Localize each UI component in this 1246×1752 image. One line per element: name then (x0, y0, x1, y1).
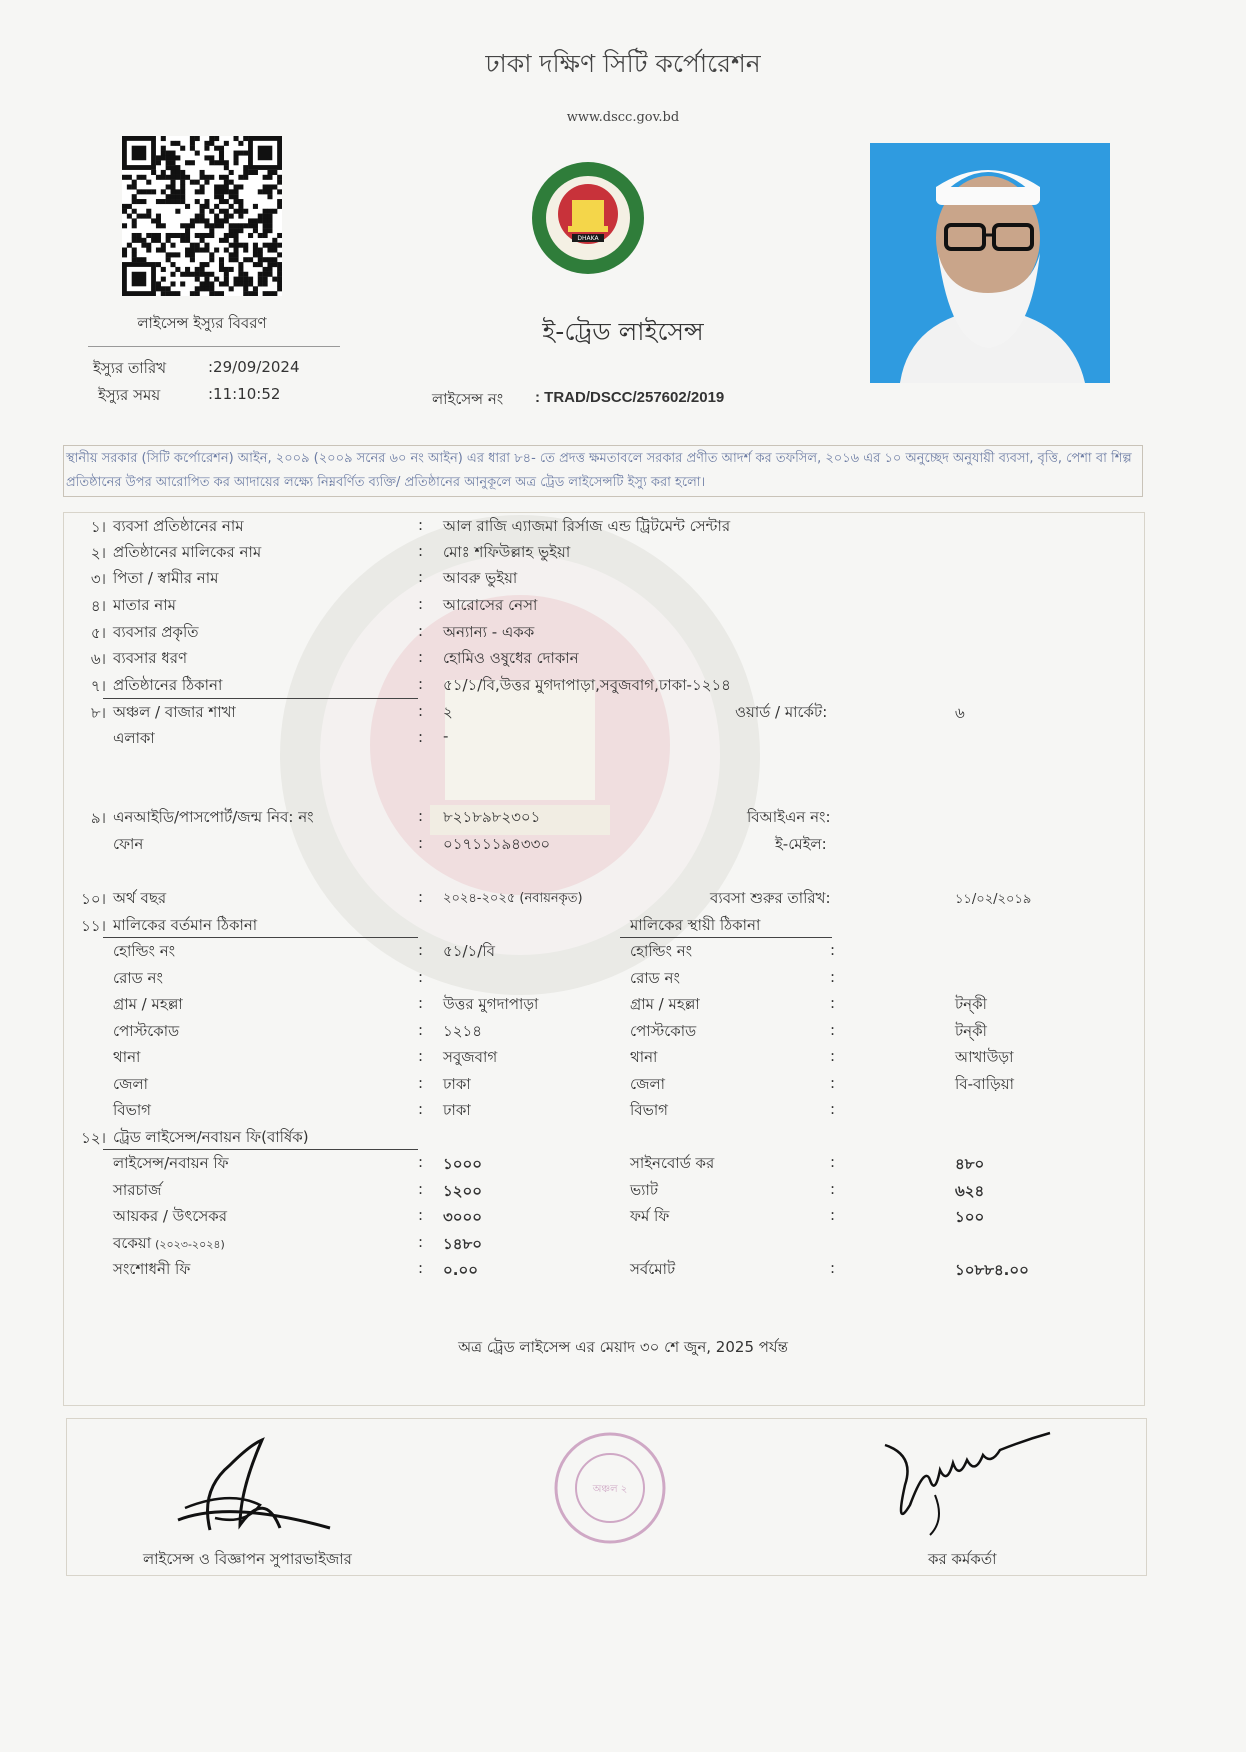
present-address-value: সবুজবাগ (443, 1048, 498, 1066)
license-number-value: : TRAD/DSCC/257602/2019 (535, 389, 725, 406)
permanent-address-label: জেলা (630, 1074, 666, 1093)
issue-time-value: :11:10:52 (208, 385, 281, 403)
present-address-label: থানা (113, 1048, 141, 1066)
dscc-seal-logo (530, 160, 646, 276)
tax-officer-signature (875, 1425, 1055, 1540)
fiscal-year-value: ২০২৪-২০২৫ (নবায়নকৃত) (443, 891, 583, 906)
stamp-text: অঞ্চল ২ (592, 1484, 628, 1495)
section-rule (103, 1149, 418, 1150)
colon: : (418, 967, 424, 986)
fee-value: ১২০০ (443, 1181, 482, 1200)
colon: : (830, 1047, 836, 1065)
present-address-label: গ্রাম / মহল্লা (113, 995, 183, 1013)
row-number: ১১। (81, 917, 106, 935)
colon: : (418, 675, 424, 693)
colon: : (830, 1153, 836, 1171)
permanent-address-label: বিভাগ (630, 1101, 668, 1119)
colon: : (418, 888, 424, 906)
section-rule (103, 937, 418, 938)
row-number: ৮। (90, 704, 106, 722)
permanent-address-label: রোড নং (630, 968, 680, 987)
issue-date-label: ইস্যুর তারিখ (93, 359, 167, 377)
bin-label: বিআইএন নং: (747, 808, 831, 826)
colon: : (418, 648, 424, 666)
website-url: www.dscc.gov.bd (566, 110, 680, 125)
row-number: ৩। (90, 570, 106, 588)
address-value: ৫১/১/বি,উত্তর মুগদাপাড়া,সবুজবাগ,ঢাকা-১২১৪ (443, 676, 731, 694)
mother-name-label: মাতার নাম (113, 596, 176, 614)
section-rule (620, 937, 832, 938)
colon: : (418, 542, 424, 560)
tax-officer-label: কর কর্মকর্তা (928, 1550, 997, 1568)
ward-label: ওয়ার্ড / মার্কেট: (735, 703, 828, 721)
fee-label: লাইসেন্স/নবায়ন ফি (113, 1154, 229, 1172)
row-number: ৯। (90, 809, 106, 827)
phone-label: ফোন (113, 835, 144, 853)
row-number: ৬। (90, 650, 106, 668)
colon: : (418, 1047, 424, 1065)
fee-label: আয়কর / উৎসেকর (113, 1207, 228, 1225)
colon: : (418, 1153, 424, 1171)
owner-name-label: প্রতিষ্ঠানের মালিকের নাম (113, 543, 262, 561)
present-address-label: জেলা (113, 1074, 149, 1093)
fee-value: ১০০০ (443, 1155, 482, 1173)
owner-name-value: মোঃ শফিউল্লাহ ভুইয়া (443, 543, 571, 561)
colon: : (418, 1206, 424, 1224)
row-number: ৭। (90, 677, 106, 695)
permanent-address-label: গ্রাম / মহল্লা (630, 995, 700, 1013)
business-nature-label: ব্যবসার প্রকৃতি (113, 623, 199, 641)
permanent-address-value: টন্কী (955, 1021, 987, 1040)
zone-label: অঞ্চল / বাজার শাখা (113, 703, 236, 721)
colon: : (418, 1232, 424, 1251)
colon: : (830, 941, 836, 959)
mother-name-value: আরোসের নেসা (443, 596, 538, 614)
supervisor-signature (170, 1430, 340, 1545)
fee-label-period: (২০২৩-২০২৪) (155, 1237, 225, 1251)
permanent-address-value: আখাউড়া (955, 1048, 1014, 1066)
father-name-label: পিতা / স্বামীর নাম (113, 569, 219, 587)
present-address-value: ১২১৪ (443, 1021, 482, 1040)
document-title: ই-ট্রেড লাইসেন্স (542, 317, 704, 346)
supervisor-label: লাইসেন্স ও বিজ্ঞাপন সুপারভাইজার (143, 1550, 352, 1568)
fee-label: সারচার্জ (113, 1180, 162, 1199)
colon: : (418, 834, 424, 852)
row-number: ১। (90, 518, 106, 536)
colon: : (418, 1073, 424, 1092)
fee-value: ৪৮০ (955, 1155, 985, 1173)
fees-heading: ট্রেড লাইসেন্স/নবায়ন ফি(বার্ষিক) (113, 1128, 309, 1146)
email-label: ই-মেইল: (775, 835, 827, 853)
fee-label: সংশোধনী ফি (113, 1260, 191, 1278)
row-number: ৪। (90, 597, 106, 615)
present-address-value: ঢাকা (443, 1074, 471, 1093)
nid-value: ৮২১৮৯৮২৩০১ (443, 808, 541, 826)
present-address-value: উত্তর মুগদাপাড়া (443, 995, 539, 1013)
validity-statement: অত্র ট্রেড লাইসেন্স এর মেয়াদ ৩০ শে জুন, 2025 পর্যন্ত (458, 1338, 788, 1356)
seal-text: DHAKA (577, 235, 599, 242)
colon: : (830, 1020, 836, 1039)
permanent-address-value: টন্কী (955, 995, 987, 1013)
colon: : (830, 1179, 836, 1198)
zone-value: ২ (443, 703, 453, 721)
colon: : (418, 702, 424, 720)
colon: : (418, 568, 424, 586)
start-date-value: ১১/০২/২০১৯ (955, 892, 1032, 907)
section-rule (103, 698, 418, 699)
colon: : (418, 807, 424, 825)
fee-value: ৬২৪ (955, 1181, 985, 1200)
fee-label: ফর্ম ফি (630, 1207, 670, 1225)
legal-preamble: স্থানীয় সরকার (সিটি কর্পোরেশন) আইন, ২০০৯ (২০০৯ সনের ৬০ নং আইন) এর ধারা ৮৪- তে প্রদত্ত ক্ষমতাবলে সরকার প্রণীত আদর্শ কর তফসিল, ২০১৬ এর ১০ অনুচ্ছেদ অনুযায়ী ব্যবসা, বৃত্তি, পেশা বা শিল্প প্রতিষ্ঠানের উপর আরোপিত কর আদায়ের লক্ষ্যে নিম্নবর্ণিত ব্যক্তি/ প্রতিষ্ঠানের আনুকূলে অত্র ট্রেড লাইসেন্সটি ইস্যু করা হলো। (63, 445, 1143, 497)
license-number-label: লাইসেন্স নং (432, 390, 504, 408)
permanent-address-label: থানা (630, 1048, 658, 1066)
fee-label: বকেয়া (২০২৩-২০২৪) (113, 1233, 225, 1252)
present-address-value: ৫১/১/বি (443, 942, 495, 960)
nid-label: এনআইডি/পাসপোর্ট/জন্ম নিব: নং (113, 808, 314, 826)
issue-time-label: ইস্যুর সময় (98, 386, 161, 404)
office-stamp (550, 1428, 670, 1548)
father-name-value: আবরু ভুইয়া (443, 569, 518, 587)
present-address-label: হোল্ডিং নং (113, 942, 176, 960)
permanent-address-label: পোস্টকোড (630, 1021, 697, 1040)
row-number: ১২। (81, 1129, 106, 1147)
business-type-label: ব্যবসার ধরণ (113, 649, 188, 667)
start-date-label: ব্যবসা শুরুর তারিখ: (710, 889, 831, 907)
fee-label: সর্বমোট (630, 1260, 676, 1278)
colon: : (830, 1206, 836, 1224)
permanent-address-heading: মালিকের স্থায়ী ঠিকানা (630, 916, 761, 934)
row-number: ৫। (90, 624, 106, 642)
fee-value: ১০৮৮৪.০০ (955, 1261, 1029, 1279)
ward-value: ৬ (955, 704, 965, 722)
fee-value: ১৪৮০ (443, 1234, 482, 1253)
phone-value: ০১৭১১১৯৪৩৩০ (443, 835, 551, 853)
fee-label: সাইনবোর্ড কর (630, 1154, 715, 1172)
present-address-heading: মালিকের বর্তমান ঠিকানা (113, 916, 258, 934)
colon: : (830, 967, 836, 986)
row-number: ১০। (81, 890, 106, 908)
business-name-value: আল রাজি এ্যাজমা রির্সাজ এন্ড ট্রিটমেন্ট সেন্টার (443, 517, 731, 535)
business-name-label: ব্যবসা প্রতিষ্ঠানের নাম (113, 517, 244, 535)
permanent-address-value: বি-বাড়িয়া (955, 1074, 1014, 1093)
colon: : (830, 994, 836, 1012)
colon: : (418, 622, 424, 640)
colon: : (830, 1259, 836, 1277)
present-address-label: পোস্টকোড (113, 1021, 180, 1040)
fiscal-year-label: অর্থ বছর (113, 889, 167, 907)
issue-date-value: :29/09/2024 (208, 358, 300, 376)
fee-value: ১০০ (955, 1208, 985, 1226)
colon: : (418, 728, 424, 746)
address-label: প্রতিষ্ঠানের ঠিকানা (113, 676, 223, 694)
colon: : (418, 941, 424, 959)
corporation-name: ঢাকা দক্ষিণ সিটি কর্পোরেশন (485, 49, 761, 78)
colon: : (830, 1100, 836, 1118)
business-nature-value: অন্যান্য - একক (443, 623, 535, 641)
present-address-label: বিভাগ (113, 1101, 151, 1119)
row-number: ২। (90, 544, 106, 562)
present-address-label: রোড নং (113, 968, 163, 987)
colon: : (418, 1259, 424, 1277)
fee-value: ৩০০০ (443, 1208, 483, 1226)
colon: : (418, 516, 424, 534)
qr-code (122, 136, 282, 296)
colon: : (418, 595, 424, 613)
area-value: - (443, 727, 449, 745)
colon: : (418, 1179, 424, 1198)
fee-value: ০.০০ (443, 1261, 478, 1279)
colon: : (830, 1073, 836, 1092)
colon: : (418, 994, 424, 1012)
area-label: এলাকা (113, 729, 155, 747)
colon: : (418, 1100, 424, 1118)
present-address-value: ঢাকা (443, 1101, 471, 1119)
permanent-address-label: হোল্ডিং নং (630, 942, 693, 960)
issue-details-heading: লাইসেন্স ইস্যুর বিবরণ (137, 314, 267, 332)
business-type-value: হোমিও ওষুধের দোকান (443, 649, 579, 667)
colon: : (418, 1020, 424, 1039)
fee-label: ভ্যাট (630, 1180, 659, 1199)
